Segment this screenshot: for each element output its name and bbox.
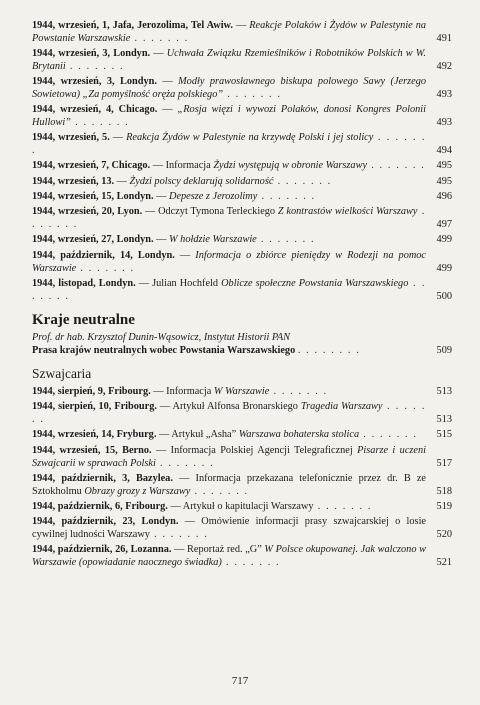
entry-description: — Julian Hochfeld xyxy=(135,277,222,289)
entry-date-place: 1944, wrzesień, 15, Berno. xyxy=(32,444,152,456)
entry-description: — xyxy=(156,76,179,88)
dot-leader: . . . . . . . xyxy=(257,191,316,203)
page-number: 497 xyxy=(436,219,452,231)
toc-list-switzerland xyxy=(32,386,452,570)
entry-title: Uchwała Związku Rzemieślników i Robotników Polskich w W. Brytanii xyxy=(32,48,427,72)
page-number: 518 xyxy=(436,485,452,497)
page-number: 495 xyxy=(436,175,452,187)
page-number: 513 xyxy=(436,386,452,398)
entry-title: „Rosja więzi i wywozi Polaków, donosi Kongres Polonii Hullowi” xyxy=(32,104,426,129)
entry-date-place: 1944, październik, 14, Londyn. xyxy=(32,249,175,261)
dot-leader: . . . . . . . xyxy=(269,386,328,398)
entry-description: — Artykuł „Asha” xyxy=(156,429,239,441)
entry-title: Pisarze i uczeni Szwajcarii w sprawach Polski xyxy=(32,444,426,469)
page-number: 494 xyxy=(436,145,452,157)
entry-description: — Odczyt Tymona Terleckiego xyxy=(142,206,278,218)
entry-description: — Informacja xyxy=(150,160,214,172)
entry-description: — xyxy=(114,175,130,187)
entry-date-place: 1944, październik, 26, Lozanna. xyxy=(32,544,172,556)
entry-description: — xyxy=(157,104,178,116)
entry-date-place: 1944, wrzesień, 13. xyxy=(32,175,115,187)
entry-description: — Informacja przekazana telefonicznie przez dr. B ze Sztokholmu xyxy=(32,472,426,497)
page-footer-number: 717 xyxy=(231,675,249,687)
dot-leader: . . . . . . . xyxy=(223,88,282,100)
entry-date-place: 1944, wrzesień, 1, Jafa, Jerozolima, Tel Awiw. xyxy=(32,20,234,31)
entry-date-place: 1944, sierpień, 9, Fribourg. xyxy=(32,386,151,398)
entry-description: — xyxy=(174,249,196,261)
entry-title: Reakcja Żydów w Palestynie na krzywdę Polski i jej stolicy xyxy=(126,132,374,144)
page-number: 509 xyxy=(436,345,452,357)
entry-title: Obrazy grozy z Warszawy xyxy=(84,485,191,497)
entry-date-place: 1944, październik, 6, Fribourg. xyxy=(32,500,168,512)
entry-title: Żydzi polscy deklarują solidarność xyxy=(129,175,274,187)
dot-leader: . . . . . . . xyxy=(155,457,215,469)
toc-entry xyxy=(32,20,452,46)
entry-date-place: 1944, wrzesień, 5. xyxy=(32,132,110,144)
page-number: 492 xyxy=(436,60,452,72)
toc-entry xyxy=(32,250,452,276)
toc-entry xyxy=(32,76,452,102)
dot-leader: . . . . . . . xyxy=(273,175,332,187)
toc-entry xyxy=(32,278,452,304)
toc-entry xyxy=(32,516,452,542)
entry-date-place: 1944, wrzesień, 15, Londyn. xyxy=(32,191,154,203)
page-number: 499 xyxy=(436,234,452,246)
dot-leader: . . . . . . . xyxy=(32,401,426,426)
entry-description: — xyxy=(153,191,170,203)
toc-entry xyxy=(32,445,452,471)
entry-date-place: 1944, październik, 23, Londyn. xyxy=(32,516,179,528)
toc-entry xyxy=(32,104,452,130)
section-heading: Kraje neutralne xyxy=(32,312,135,329)
page-number: 515 xyxy=(436,429,452,441)
toc-entry xyxy=(32,473,452,499)
dot-leader: . . . . . . . xyxy=(65,60,125,72)
entry-title: Warszawa bohaterska stolica xyxy=(238,429,360,441)
page-number: 493 xyxy=(436,88,452,100)
entry-description: — xyxy=(109,132,127,144)
dot-leader: . . . . . . . xyxy=(32,132,426,157)
entry-title: W Warszawie xyxy=(213,386,270,398)
page-number: 491 xyxy=(436,32,452,44)
entry-title: Oblicze społeczne Powstania Warszawskiego xyxy=(221,277,409,289)
page-number: 517 xyxy=(436,457,452,469)
page-number: 519 xyxy=(436,500,452,512)
page-number: 495 xyxy=(436,160,452,172)
entry-date-place: 1944, sierpień, 10, Fribourg. xyxy=(32,401,157,413)
toc-entry xyxy=(32,234,452,247)
page-number: 520 xyxy=(436,529,452,540)
dot-leader: . . . . . . . xyxy=(149,529,209,540)
entry-title: Modły prawosławnego biskupa polowego Sawy (Jerzego Sowietowa) „Za pomyślność oręża polskiego” xyxy=(32,76,426,100)
entry-description: — Reportaż red. „G” xyxy=(171,544,265,556)
dot-leader: . . . . . . . xyxy=(256,234,316,246)
entry-date-place: 1944, wrzesień, 3, Londyn. xyxy=(32,48,151,60)
page-number: 500 xyxy=(436,290,452,302)
entry-title: Informacja o zbiórce pieniędzy w Rodezji na pomoc Warszawie xyxy=(32,249,426,274)
entry-title: Reakcje Polaków i Żydów w Palestynie na Powstanie Warszawskie xyxy=(32,20,427,44)
toc-entry xyxy=(32,206,452,232)
subsection-heading: Szwajcaria xyxy=(32,366,92,382)
page-number: 493 xyxy=(436,117,452,129)
toc-list-top xyxy=(32,20,452,303)
entry-date-place: 1944, październik, 3, Bazylea. xyxy=(32,472,173,484)
toc-entry xyxy=(32,191,452,204)
entry-description: — xyxy=(153,234,170,246)
entry-date-place: 1944, wrzesień, 7, Chicago. xyxy=(32,160,151,172)
dot-leader: . . . . . . . xyxy=(70,117,130,129)
dot-leader: . . . . . . . . xyxy=(297,345,361,357)
entry-date-place: 1944, wrzesień, 27, Londyn. xyxy=(32,234,154,246)
section-author: Prof. dr hab. Krzysztof Dunin-Wąsowicz, Instytut Historii PAN xyxy=(32,332,291,344)
article-title: Prasa krajów neutralnych wobec Powstania Warszawskiego xyxy=(32,345,296,357)
dot-leader: . . . . . . . xyxy=(221,557,281,569)
toc-entry xyxy=(32,501,452,514)
dot-leader: . . . . . . . xyxy=(313,500,373,512)
entry-description: — Informacja xyxy=(150,386,214,398)
toc-entry xyxy=(32,429,452,442)
dot-leader: . . . . . . . xyxy=(367,160,426,172)
dot-leader: . . . . . . . xyxy=(32,206,427,231)
toc-entry xyxy=(32,160,452,173)
entry-description: — xyxy=(150,48,167,60)
dot-leader: . . . . . . . xyxy=(190,485,249,497)
entry-title: W Polsce okupowanej. Jak walczono w Warszawie (opowiadanie naocznego świadka) xyxy=(32,544,426,569)
toc-entry xyxy=(32,176,452,189)
toc-entry xyxy=(32,401,452,427)
entry-description: — Informacja Polskiej Agencji Telegraficznej xyxy=(151,444,358,456)
dot-leader: . . . . . . . xyxy=(359,429,418,441)
entry-title: W hołdzie Warszawie xyxy=(169,234,257,246)
entry-date-place: 1944, wrzesień, 20, Lyon. xyxy=(32,206,143,218)
entry-date-place: 1944, listopad, Londyn. xyxy=(32,277,136,289)
entry-description: — Artykuł o kapitulacji Warszawy xyxy=(167,500,314,512)
toc-entry xyxy=(32,132,452,158)
toc-entry xyxy=(32,345,452,358)
toc-entry xyxy=(32,386,452,399)
entry-title: Depesze z Jerozolimy xyxy=(169,191,258,203)
entry-description: — Artykuł Alfonsa Bronarskiego xyxy=(156,401,301,413)
toc-entry xyxy=(32,544,452,570)
entry-description: — xyxy=(233,20,250,31)
page-number: 496 xyxy=(436,191,452,203)
toc-entry xyxy=(32,48,452,74)
entry-description: — Omówienie informacji prasy szwajcarskiej o losie cywilnej ludności Warszawy xyxy=(32,516,426,540)
entry-date-place: 1944, wrzesień, 4, Chicago. xyxy=(32,104,158,116)
page-number: 513 xyxy=(436,414,452,426)
page-number: 499 xyxy=(436,262,452,274)
dot-leader: . . . . . . . xyxy=(130,32,189,44)
entry-date-place: 1944, wrzesień, 3, Londyn. xyxy=(32,76,157,88)
toc-page xyxy=(32,20,452,572)
entry-title: Żydzi występują w obronie Warszawy xyxy=(213,160,368,172)
dot-leader: . . . . . . . xyxy=(76,262,135,274)
entry-date-place: 1944, wrzesień, 14, Fryburg. xyxy=(32,429,157,441)
entry-title: Z kontrastów wielkości Warszawy xyxy=(277,206,418,218)
entry-title: Tragedia Warszawy xyxy=(300,401,383,413)
dot-leader: . . . . . . . xyxy=(32,277,427,302)
page-number: 521 xyxy=(436,557,452,569)
